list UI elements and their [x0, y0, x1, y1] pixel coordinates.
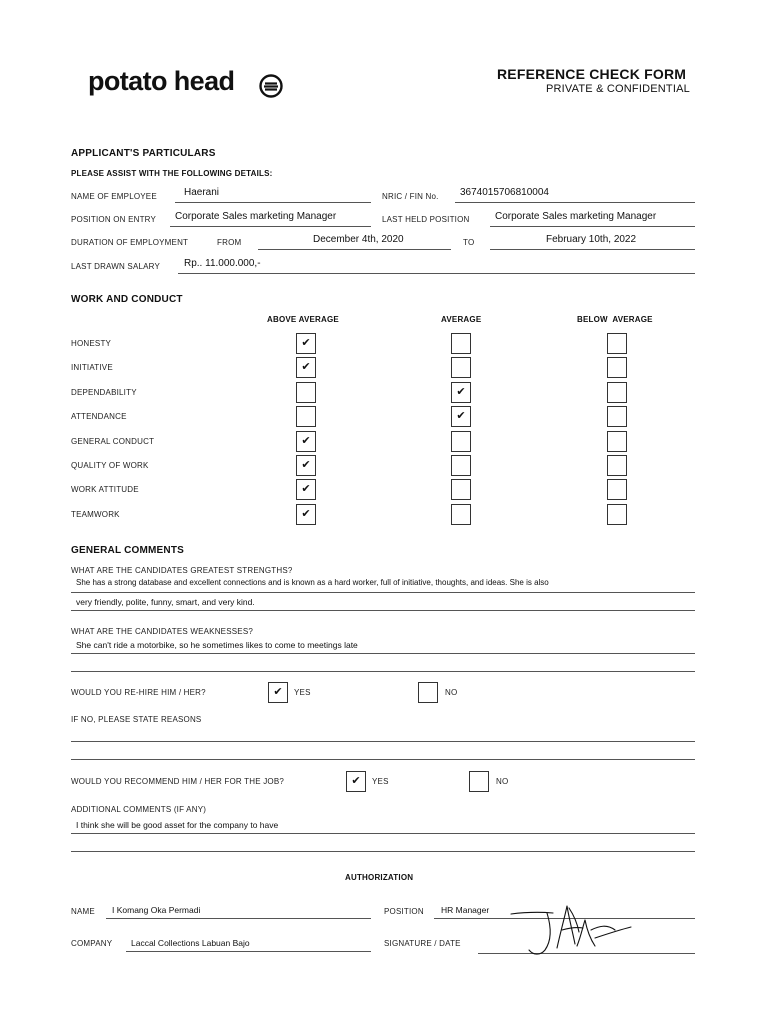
recommend-no-checkbox[interactable]: [469, 771, 489, 792]
from-date-underline: [258, 249, 451, 250]
work-row-label: INITIATIVE: [71, 363, 113, 373]
auth-company-underline: [126, 951, 371, 952]
column-average: AVERAGE: [441, 315, 482, 324]
rating-checkbox-below[interactable]: [607, 406, 627, 427]
position-entry-field[interactable]: Corporate Sales marketing Manager: [175, 211, 337, 222]
rating-checkbox-below[interactable]: [607, 333, 627, 354]
strengths-line-1: [71, 592, 695, 593]
recommend-yes-label: YES: [372, 777, 389, 786]
position-entry-label: POSITION ON ENTRY: [71, 215, 157, 224]
employee-name-field[interactable]: Haerani: [184, 187, 220, 198]
nric-underline: [455, 202, 695, 203]
rating-checkbox-average[interactable]: ✔: [451, 406, 471, 427]
salary-label: LAST DRAWN SALARY: [71, 262, 161, 271]
to-label: TO: [463, 238, 475, 247]
last-position-field[interactable]: Corporate Sales marketing Manager: [495, 211, 657, 222]
rating-checkbox-below[interactable]: [607, 357, 627, 378]
rating-checkbox-above[interactable]: ✔: [296, 479, 316, 500]
strengths-line-2: [71, 610, 695, 611]
work-row-label: TEAMWORK: [71, 509, 120, 519]
company-logo-text: potato head: [88, 66, 235, 96]
signature-date-label: SIGNATURE / DATE: [384, 939, 461, 948]
work-row-label: DEPENDABILITY: [71, 387, 137, 397]
recommend-yes-checkbox[interactable]: ✔: [346, 771, 366, 792]
comments-section-title: GENERAL COMMENTS: [71, 545, 185, 556]
to-date-field[interactable]: February 10th, 2022: [546, 234, 637, 245]
authorization-title: AUTHORIZATION: [345, 873, 414, 882]
recommend-no-label: NO: [496, 777, 509, 786]
rating-checkbox-average[interactable]: [451, 479, 471, 500]
potato-head-logo-icon: [259, 74, 283, 98]
rating-checkbox-below[interactable]: [607, 431, 627, 452]
additional-comments-field[interactable]: I think she will be good asset for the company to have: [76, 820, 279, 830]
if-no-reasons-label: IF NO, PLEASE STATE REASONS: [71, 715, 202, 724]
work-row-label: ATTENDANCE: [71, 412, 127, 422]
additional-comments-label: ADDITIONAL COMMENTS (IF ANY): [71, 805, 207, 814]
handwritten-signature: [507, 900, 637, 962]
duration-label: DURATION OF EMPLOYMENT: [71, 238, 189, 247]
reasons-line-1: [71, 741, 695, 742]
strengths-answer-line-2[interactable]: very friendly, polite, funny, smart, and very kind.: [76, 597, 255, 607]
reasons-line-2: [71, 759, 695, 760]
form-title: REFERENCE CHECK FORM: [497, 66, 687, 82]
nric-field[interactable]: 3674015706810004: [460, 187, 549, 198]
auth-name-underline: [106, 918, 371, 919]
weakness-line-1: [71, 653, 695, 654]
rating-checkbox-above[interactable]: ✔: [296, 431, 316, 452]
from-date-field[interactable]: December 4th, 2020: [313, 234, 404, 245]
rating-checkbox-average[interactable]: [451, 504, 471, 525]
rating-checkbox-above[interactable]: [296, 382, 316, 403]
rating-checkbox-average[interactable]: [451, 455, 471, 476]
weakness-question: WHAT ARE THE CANDIDATES WEAKNESSES?: [71, 627, 253, 636]
additional-line-2: [71, 851, 695, 852]
column-below-average: BELOW AVERAGE: [577, 315, 653, 324]
work-row-label: GENERAL CONDUCT: [71, 436, 155, 446]
nric-label: NRIC / FIN No.: [382, 192, 439, 201]
rating-checkbox-above[interactable]: [296, 406, 316, 427]
auth-name-label: NAME: [71, 907, 95, 916]
rehire-no-checkbox[interactable]: [418, 682, 438, 703]
work-section-title: WORK AND CONDUCT: [71, 294, 183, 305]
rating-checkbox-above[interactable]: ✔: [296, 504, 316, 525]
auth-name-field[interactable]: I Komang Oka Permadi: [112, 905, 201, 915]
rating-checkbox-average[interactable]: [451, 357, 471, 378]
recommend-question: WOULD YOU RECOMMEND HIM / HER FOR THE JOB?: [71, 777, 285, 786]
salary-field[interactable]: Rp.. 11.000.000,-: [184, 258, 261, 269]
auth-position-label: POSITION: [384, 907, 424, 916]
auth-position-field[interactable]: HR Manager: [441, 905, 490, 915]
strengths-answer-line-1[interactable]: She has a strong database and excellent connections and is known as a hard worker, full of initiative, thoughts, and ideas. She is also: [76, 578, 549, 587]
last-position-label: LAST HELD POSITION: [382, 215, 470, 224]
rating-checkbox-above[interactable]: ✔: [296, 333, 316, 354]
applicant-section-title: APPLICANT'S PARTICULARS: [71, 148, 216, 159]
employee-name-label: NAME OF EMPLOYEE: [71, 192, 157, 201]
applicant-instruction: PLEASE ASSIST WITH THE FOLLOWING DETAILS:: [71, 169, 273, 178]
form-subtitle: PRIVATE & CONFIDENTIAL: [546, 83, 690, 95]
rehire-question: WOULD YOU RE-HIRE HIM / HER?: [71, 688, 206, 697]
salary-underline: [178, 273, 695, 274]
rating-checkbox-below[interactable]: [607, 504, 627, 525]
rating-checkbox-average[interactable]: [451, 431, 471, 452]
work-row-label: HONESTY: [71, 339, 112, 348]
position-entry-underline: [170, 226, 371, 227]
auth-company-field[interactable]: Laccal Collections Labuan Bajo: [131, 938, 250, 948]
rehire-yes-label: YES: [294, 688, 311, 697]
rating-checkbox-below[interactable]: [607, 455, 627, 476]
last-position-underline: [490, 226, 695, 227]
rehire-yes-checkbox[interactable]: ✔: [268, 682, 288, 703]
rating-checkbox-average[interactable]: [451, 333, 471, 354]
work-row-label: WORK ATTITUDE: [71, 485, 139, 495]
work-row-label: QUALITY OF WORK: [71, 461, 149, 470]
from-label: FROM: [217, 238, 242, 247]
weakness-answer[interactable]: She can't ride a motorbike, so he sometimes likes to come to meetings late: [76, 640, 358, 650]
additional-line-1: [71, 833, 695, 834]
auth-company-label: COMPANY: [71, 939, 113, 948]
weakness-line-2: [71, 671, 695, 672]
rating-checkbox-below[interactable]: [607, 479, 627, 500]
rating-checkbox-below[interactable]: [607, 382, 627, 403]
to-date-underline: [490, 249, 695, 250]
rating-checkbox-above[interactable]: ✔: [296, 455, 316, 476]
rehire-no-label: NO: [445, 688, 458, 697]
strengths-question: WHAT ARE THE CANDIDATES GREATEST STRENGTHS?: [71, 566, 293, 575]
rating-checkbox-above[interactable]: ✔: [296, 357, 316, 378]
column-above-average: ABOVE AVERAGE: [267, 315, 339, 324]
rating-checkbox-average[interactable]: ✔: [451, 382, 471, 403]
employee-name-underline: [175, 202, 371, 203]
